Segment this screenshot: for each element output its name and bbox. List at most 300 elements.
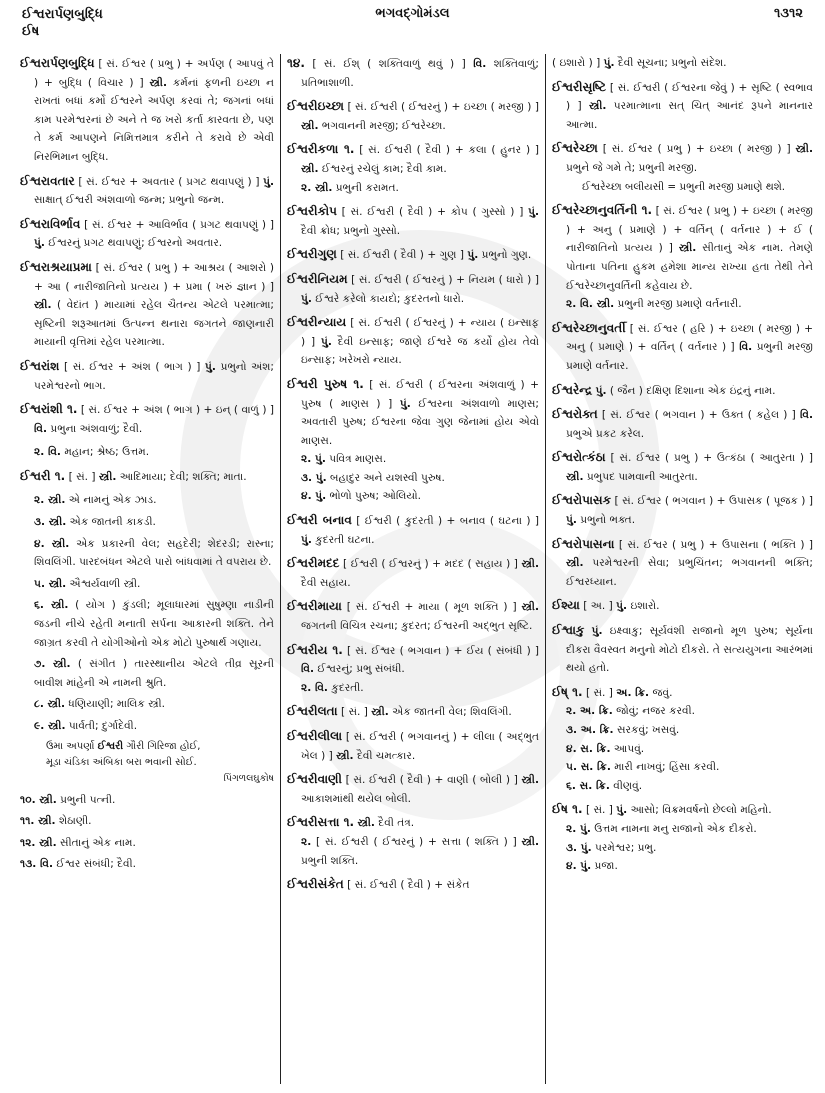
part-of-speech: સ્ત્રી. [311, 181, 333, 194]
headword: ઈશ્વરી બનાવ [287, 513, 352, 528]
part-of-speech: પું. [263, 175, 274, 188]
etymology: [ ઈશ્વરી ( કુદરતી ) + બનાવ ( ઘટના ) ] [351, 515, 539, 528]
sense-number: ૫. [34, 577, 45, 590]
headword: ઈશ્વરીસત્તા [287, 815, 340, 830]
part-of-speech: વિ. [473, 58, 487, 70]
etymology: [ સં. ઈશ્વરી ( ઈશ્વરનું ) + ન્યાય ( ઇન્સાફ ) ] [301, 317, 539, 348]
dictionary-entry [287, 641, 539, 679]
part-of-speech: પું. [312, 471, 327, 484]
part-of-speech: પું. [616, 804, 628, 817]
etymology: [ સં. ઈશ્વરી ( ઈશ્વરનું ) + ઇચ્છા ( મરજી ) ] [343, 101, 539, 114]
headword: ઈશ્વરીકળા [287, 142, 339, 157]
dictionary-entry [287, 554, 539, 592]
definition: ઉત્તમ નામના મનુ રાજાનો એક દીકરો. [590, 822, 757, 835]
part-of-speech: પું. [576, 860, 592, 873]
part-of-speech: પું. [576, 822, 591, 835]
dictionary-entry [552, 381, 813, 401]
part-of-speech: પું. [577, 841, 592, 854]
sense [20, 855, 274, 874]
definition: પ્રભુની મરજી પ્રમાણે વર્તનારી. [614, 298, 742, 311]
etymology: [ સં. ] [65, 470, 99, 483]
dictionary-entry [552, 448, 813, 486]
dictionary-entry [287, 770, 539, 808]
definition: પરમાત્માના સત્ ચિત્ આનંદ રૂપને માનનાર આત્મા. [566, 100, 813, 131]
sense-number: ૩. [34, 516, 46, 529]
definition: પાર્વતી; દુર્ગાદેવી. [65, 720, 138, 732]
part-of-speech: પું. [301, 533, 312, 546]
column-2 [280, 54, 546, 1084]
definition: ( વેદાંત ) માયામાં રહેલ ચૈતન્ય એટલે પરમાત્મા; સૃષ્ટિની શરૂઆતમાં ઉત્પન્ન થનારા જગતને જાણનારી માયાની વૃત્તિમાં રહેલ પરમાત્મા. [34, 299, 274, 349]
part-of-speech: પું. [467, 249, 479, 262]
etymology: [ સં. ઈશ્વરી + માયા ( મૂળ શક્તિ ) ] [341, 601, 522, 614]
definition: કર્મનાં ફળની ઇચ્છા ન રાખતાં બધાં કર્મો ઈશ્વરને અર્પણ કરવાં તે; જગનાં બધાં કામ પરમેશ્વરનાં છે અને તે જ ખરો કર્તા કારવતા છે, પણ તે કર્મ આપણને નિમિત્તમાત્ર કરીને તે કરાવે છે એવી નિરભિમાન બુદ્ધિ. [34, 76, 274, 163]
sense [552, 702, 813, 721]
definition: ઇશારો. [627, 600, 660, 613]
sense [552, 740, 813, 759]
dictionary-columns [18, 54, 813, 1084]
headword: ઈશ્વરીલીલા [287, 729, 343, 743]
definition: મારી નાખવું; હિંસા કરવી. [610, 761, 720, 774]
part-of-speech: સ્ત્રી. [34, 815, 56, 828]
part-of-speech: વિ. [44, 446, 61, 459]
definition: મહાન; શ્રેષ્ઠ; ઉત્તમ. [60, 446, 150, 459]
headword: ઈશ્વાકુ [552, 623, 585, 638]
headword: ઈષ [552, 802, 568, 817]
sense [20, 535, 274, 572]
part-of-speech: સ્ત્રી. [521, 558, 539, 571]
definition: ઇક્ષ્વાકુ; સૂર્યવંશી રાજાનો મૂળ પુરુષ; સૂર્યના દીકરા વૈવસ્વત મનુનો મોટો દીકરો. તે સત્યયુગના આરંભમાં થયો હતો. [566, 625, 813, 675]
sense-number: ૭. [34, 658, 46, 671]
definition: દૈવી ચમત્કાર. [353, 749, 416, 762]
part-of-speech: પું. [595, 384, 607, 397]
definition: શેઠાણી. [55, 815, 92, 828]
etymology: [ સં. ઈશ્વર ( પ્રભુ ) + આશ્રય ( આશરો ) + આ ( નારીજાતિનો પ્રત્યય ) + પ્રમા ( ખરું જ્ઞાન ) ] [34, 261, 274, 293]
etymology: [ સં. ઈશ્વરી ( દૈવી ) + વાણી ( બોલી ) ] [341, 774, 522, 787]
headword: ઈશ્વરીસંકેત [287, 877, 344, 892]
etymology: [ સં. ઈશ્વર ( પ્રભુ ) + ઇચ્છા ( મરજી ) ] [597, 143, 796, 156]
part-of-speech: સ્ત્રી. [35, 793, 57, 806]
definition: આસો; વિક્રમવર્ષનો છેલ્લો મહિનો. [627, 804, 772, 817]
verse-text: ગૌરી ગિરિજા હોઈ, [123, 740, 201, 752]
headword: ઈશ્યા [552, 598, 580, 613]
part-of-speech: સ્ત્રી. [45, 516, 67, 529]
part-of-speech: સ્ત્રી. [357, 817, 375, 830]
etymology: [ સં. ઈશ્વર ( પ્રભુ ) + ઇચ્છા ( મરજી ) + અનુ ( પ્રમાણે ) + વર્તિન્ ( વર્તનાર ) + ઈ ( નારીજાતિનો પ્રત્યય ) ] [566, 205, 813, 255]
definition: આદિમાયા; દેવી; શક્તિ; માતા. [116, 470, 247, 483]
sense-number: ૪. [301, 490, 312, 503]
quote-source: પિંગળલઘુકોષ [223, 772, 274, 784]
definition: દૈવી ક્રોધ; પ્રભુનો ગુસ્સો. [301, 224, 401, 237]
definition: એ નામનું એક ઝાડ. [65, 494, 157, 507]
definition: ઐશ્વર્યવાળી સ્ત્રી. [66, 577, 141, 590]
sense [20, 575, 274, 594]
headword: ઈશ્વરીમદદ [287, 556, 340, 571]
definition: જોવું; નજર કરવી. [612, 705, 696, 718]
part-of-speech: સ્ત્રી. [44, 494, 66, 507]
part-of-speech: વિ. [311, 681, 328, 694]
part-of-speech: સ્ત્રી. [98, 470, 117, 483]
sense [552, 857, 813, 876]
dictionary-entry [287, 702, 539, 722]
sense-number: ૨. [301, 835, 312, 848]
dictionary-entry [287, 375, 539, 450]
headword: ઈશ્વરીલતા [287, 704, 338, 719]
part-of-speech: પું. [34, 237, 45, 250]
sense [20, 491, 274, 510]
sense-number: ૨. [34, 494, 45, 507]
part-of-speech: સ. ક્રિ. [576, 742, 611, 755]
sense-number: ૧. [62, 402, 78, 417]
definition: પ્રભુનો અંશ; પરમેશ્વરનો ભાગ. [34, 360, 274, 392]
etymology: ( ઇશારો ) ] [552, 57, 604, 69]
headword: ઈશ્વરી [20, 468, 51, 483]
definition: સીતાનું એક નામ. [56, 836, 136, 849]
sense-number: ૩. [301, 471, 313, 484]
definition: પ્રભુએ પ્રકટ કરેલ. [566, 427, 645, 440]
sense [20, 596, 274, 652]
sense-number: ૧૨. [20, 836, 36, 849]
part-of-speech: સ્ત્રી. [678, 242, 697, 255]
headword: ઈશ્વરાંશ [20, 358, 60, 373]
definition: પવિત્ર માણસ. [325, 453, 387, 466]
headword: ઈશ્વરેચ્છાનુવર્તિની [552, 203, 638, 218]
headword: ઈશ્વરોપાસક [552, 493, 612, 508]
headword: ઈશ્વરી પુરુષ [287, 376, 348, 391]
headword: ઈશ્વરેચ્છા [552, 141, 598, 156]
definition: દૈવી સહાય. [301, 576, 351, 589]
sense [552, 839, 813, 858]
headword: ઈશ્વરીગુણ [287, 247, 337, 262]
etymology: [ સં. ઈશ્વર + અંશ ( ભાગ ) + ઇન્ ( વાળું ) ] [77, 404, 274, 417]
definition: ધણિયાણી; માલિક સ્ત્રી. [65, 698, 166, 711]
etymology: [ સં. ઈશ્વરી ( ભગવાનનું ) + લીલા ( અદ્ભુત ખેલ ) ] [301, 731, 539, 762]
part-of-speech: પું. [591, 625, 603, 638]
definition: પ્રભુપદ પામવાની આતુરતા. [583, 470, 698, 483]
part-of-speech: સ્ત્રી. [521, 774, 539, 787]
part-of-speech: વિ. [34, 422, 48, 435]
dictionary-entry [552, 491, 813, 529]
etymology: [ સં. ] [582, 686, 617, 699]
dictionary-entry [552, 405, 813, 443]
sense-number: ૧૪. [287, 56, 305, 70]
sense [20, 655, 274, 692]
sense [20, 443, 274, 462]
verse-highlight: ઈશ્વરી [97, 740, 124, 752]
headword: ઈશ્વરોક્ત [552, 407, 598, 422]
etymology: [ સં. ઈશ્વર + અંશ ( ભાગ ) ] [59, 360, 206, 373]
headword: ઈશ્વરાર્પણબુદ્ધિ [20, 56, 95, 70]
definition: ઈશ્વરનું રચેલું કામ; દૈવી કામ. [318, 162, 447, 175]
definition: ( સંગીત ) તારસ્થાનીય એટલે તીવ્ર સૂરની બાવીશ માંહેની એ નામની શ્રુતિ. [34, 658, 274, 689]
sense-number: ૧૧. [20, 815, 35, 828]
dictionary-entry [20, 357, 274, 395]
book-title: ભગવદ્ગોમંડલ [375, 6, 450, 21]
definition: આપવું. [610, 742, 645, 755]
headword: ઈશ્વરીઇચ્છા [287, 99, 344, 114]
sense-number: ૬. [34, 599, 44, 612]
headword: ઈશ્વરીવાણી [287, 772, 342, 787]
definition: દૈવી ઇન્સાફ; જાણે ઈશ્વરે જ કર્યો હોય તેવો ઇન્સાફ; ખરેખરો ન્યાય. [301, 335, 539, 367]
page-number: ૧૩૧૨ [773, 6, 803, 21]
sense-number: ૨. [301, 453, 312, 466]
etymology: [ સં. ઈશ્વરી ( ઈશ્વરનું ) + સત્તા ( શક્તિ ) ] [311, 835, 522, 848]
part-of-speech: અ. ક્રિ. [616, 686, 650, 699]
etymology: [ સં. ઈશ્ ( શક્તિવાળું થવું ) ] [304, 58, 474, 70]
sense-number: ૫. [566, 761, 577, 774]
part-of-speech: વિ. [301, 663, 315, 676]
etymology: [ સં. ] [337, 706, 372, 719]
definition: પ્રભુની કરામત. [332, 181, 399, 194]
sense-number: ૨. [301, 181, 312, 194]
etymology: [ સં. ઈશ્વર + આવિર્ભાવ ( પ્રગટ થવાપણું ) ] [80, 218, 274, 231]
dictionary-entry [287, 270, 539, 308]
sense-number: ૪. [566, 860, 577, 873]
sense [287, 833, 539, 870]
sense [20, 513, 274, 532]
definition: પ્રજા. [591, 860, 618, 873]
dictionary-entry [287, 140, 539, 178]
guide-word-first: ઈશ્વરાર્પણબુદ્ધિ [22, 7, 103, 22]
etymology: [ સં. ઈશ્વર ( પ્રભુ ) + અર્પણ ( આપવું તે ) + બુદ્ધિ ( વિચાર ) ] [34, 58, 274, 89]
sense-number: ૨. [566, 705, 577, 718]
verse-line [46, 739, 274, 755]
etymology: [ સં. ] [582, 804, 617, 817]
definition: પ્રભુની પત્ની. [56, 793, 116, 806]
headword: ઈશ્વરોત્કંઠા [552, 450, 606, 465]
sense-number: ૧. [567, 802, 583, 817]
sense-number: ૧. [327, 642, 343, 657]
sense-number: ૬. [566, 779, 576, 792]
sense [20, 791, 274, 810]
definition: ઈશ્વરનું; પ્રભુ સંબંધી. [314, 663, 405, 676]
etymology: [ સં. ઈશ્વર + અવતાર ( પ્રગટ થવાપણું ) ] [74, 175, 264, 188]
dictionary-entry [552, 139, 813, 177]
etymology: [ સં. ઈશ્વર ( ભગવાન ) + ઉપાસક ( પૂજક ) ] [611, 495, 813, 508]
part-of-speech: સ્ત્રી. [588, 100, 607, 113]
verse-quotation [20, 739, 274, 771]
part-of-speech: સ્ત્રી. [371, 706, 389, 719]
part-of-speech: પું. [205, 360, 216, 373]
definition: કુદરતી ઘટના. [311, 533, 375, 546]
definition: એક જાતની કાકડી. [66, 516, 156, 529]
headword: ઈષ્ [552, 684, 568, 699]
etymology: [ ઈશ્વરી ( ઈશ્વરનું ) + મદદ ( સહાય ) ] [339, 558, 522, 571]
sense-number: ૧. [338, 142, 355, 157]
dictionary-entry [287, 202, 539, 240]
part-of-speech: વિ. સ્ત્રી. [576, 298, 615, 311]
definition: પ્રભુની મરજી પ્રમાણે વર્તનાર. [566, 341, 813, 372]
etymology: [ સં. ઈશ્વર ( ભગવાન ) + ઈય ( સંબંધી ) ] [342, 644, 540, 657]
part-of-speech: સ. ક્રિ. [577, 761, 611, 774]
etymology: [ સં. ઈશ્વરી ( ઈશ્વરના જેવું ) + સૃષ્ટિ ( સ્વભાવ ) ] [566, 81, 813, 113]
etymology: [ સં. ઈશ્વરી ( ઈશ્વરનું ) + નિયમ ( ધારો ) ] [347, 273, 539, 286]
part-of-speech: સ્ત્રી. [35, 836, 57, 849]
sense-number: ૧૦. [20, 793, 36, 806]
headword: ઈશ્વરેચ્છાનુવર્તી [552, 320, 626, 335]
part-of-speech: સ્ત્રી. [44, 537, 70, 550]
definition: સીતાનું એક નામ. તેમણે પોતાના પતિના હુકમ હમેશા માન્ય રાખ્યા હતા તેથી તેને ઈશ્વરેચ્છાનુવર્તિની કહેવાય છે. [566, 242, 813, 292]
dictionary-entry [287, 313, 539, 370]
part-of-speech: અ. ક્રિ. [576, 705, 613, 718]
definition: કુદરતી. [327, 681, 364, 694]
definition: શક્તિવાળું; પ્રતિભાશાળી. [301, 58, 540, 89]
sense-number: ૨. [566, 822, 577, 835]
definition: ભોળો પુરુષ; ઓલિયો. [326, 490, 422, 503]
definition: પરમેશ્વરની સેવા; પ્રભુચિંતન; ભગવાનની ભક્તિ; ઈશ્વરધ્યાન. [566, 557, 813, 588]
dictionary-entry [552, 535, 813, 592]
sense [552, 295, 813, 314]
dictionary-entry [20, 215, 274, 253]
sense-number: ૩. [566, 724, 578, 736]
part-of-speech: સ્ત્રી. [301, 162, 319, 175]
sense [552, 820, 813, 839]
definition: ઈશ્વર સંબંધી; દૈવી. [53, 858, 137, 871]
headword: ઈશ્વરોપાસના [552, 536, 615, 551]
headword: ઈશ્વરેન્દ્ર [552, 382, 593, 397]
sense-number: ૨. [34, 446, 45, 459]
etymology: [ સં. ઈશ્વરી ( ઈશ્વરના અંશવાળું ) + પુરુષ ( માણસ ) ] [301, 378, 539, 410]
page-header [22, 6, 803, 42]
dictionary-entry [20, 258, 274, 352]
headword: ઈશ્વરાંશી [20, 402, 63, 417]
dictionary-entry [20, 54, 274, 167]
definition: સાક્ષાત્ ઈશ્વરી અંશવાળો જન્મ; પ્રભુનો જન્મ. [34, 194, 225, 207]
definition: પ્રભુનો ગુણ. [478, 249, 532, 262]
sense-number: ૧. [50, 468, 66, 483]
part-of-speech: સ્ત્રી. [566, 470, 584, 483]
etymology: [ સં. ઈશ્વર ( પ્રભુ ) + ઉત્કંઠા ( આતુરતા ) ] [605, 452, 813, 465]
part-of-speech: પું. [311, 453, 326, 466]
part-of-speech: સ્ત્રી. [44, 720, 66, 732]
headword: ઈશ્વરાવિર્ભાવ [20, 216, 81, 231]
part-of-speech: સ્ત્રી. [336, 749, 354, 762]
sense [552, 758, 813, 777]
dictionary-entry [552, 78, 813, 135]
dictionary-entry [287, 97, 539, 135]
dictionary-entry [552, 319, 813, 376]
part-of-speech: અ. ક્રિ. [577, 724, 614, 736]
guide-word-last: ઈષ [22, 24, 40, 39]
etymology: [ સં. ઈશ્વર ( ભગવાન ) + ઉક્ત ( કહેલ ) ] [597, 409, 800, 422]
part-of-speech: સ્ત્રી. [43, 599, 69, 612]
etymology: [ સં. ઈશ્વર ( હરિ ) + ઇચ્છા ( મરજી ) + અનુ ( પ્રમાણે ) + વર્તિન્ ( વર્તનાર ) ] [566, 322, 813, 354]
dictionary-entry [20, 467, 274, 487]
part-of-speech: વિ. [799, 409, 813, 422]
etymology: [ અ. ] [579, 600, 617, 613]
part-of-speech: વિ. [739, 341, 753, 354]
definition: આકાશમાંથી થયેલ બોલી. [301, 792, 412, 805]
sense-number: ૩. [566, 841, 578, 854]
sense [20, 717, 274, 736]
part-of-speech: સ્ત્રી. [43, 698, 66, 711]
etymology: [ સં. ઈશ્વરી ( દૈવી ) + સંકેત [343, 879, 470, 892]
headword: ઈશ્વરીસૃષ્ટિ [552, 79, 607, 94]
verse-text: ઉમા અપર્ણા [46, 740, 98, 752]
part-of-speech: સ્ત્રી. [34, 299, 52, 312]
definition: સરકવું; ખસવું. [613, 724, 680, 736]
part-of-speech: પું. [603, 57, 615, 69]
sense-number: ૧. [347, 376, 364, 391]
headword: ઈશ્વરીય [287, 642, 328, 657]
dictionary-entry-continued [552, 54, 813, 73]
dictionary-entry [287, 597, 539, 635]
sense-number: ૧. [637, 203, 653, 218]
verse-line: મૂડા ચંડિકા અંબિકા બરા ભવાની સોઈ. [46, 756, 197, 768]
part-of-speech: સ્ત્રી. [301, 119, 319, 132]
sense [552, 721, 813, 740]
dictionary-entry-continued [287, 54, 539, 92]
sense [287, 179, 539, 198]
sense [20, 834, 274, 853]
definition: ( યોગ ) કુંડલી; મૂલાધારમાં સુષુમ્ણા નાડીની જડની નીચે રહેતી મનાતી સર્પના આકારની શક્તિ. તેને જાગ્રત કરવી તે યોગીઓનો એક મોટો પુરુષાર્થ ગણાય. [34, 599, 274, 649]
dictionary-entry [20, 172, 274, 210]
sense [287, 679, 539, 698]
headword: ઈશ્વરીન્યાય [287, 315, 347, 330]
definition: જવું. [649, 686, 673, 699]
sense-number: ૪. [34, 537, 45, 550]
definition: પ્રભુનો ભક્ત. [576, 514, 636, 527]
definition: પ્રભુના અંશવાળું; દૈવી. [47, 422, 143, 435]
dictionary-entry [20, 400, 274, 438]
definition: દૈવી સૂચના; પ્રભુનો સંદેશ. [614, 57, 727, 69]
part-of-speech: સ્ત્રી. [566, 557, 584, 570]
dictionary-entry [552, 201, 813, 295]
part-of-speech: પું. [311, 490, 327, 503]
dictionary-entry [287, 875, 539, 895]
dictionary-entry [552, 621, 813, 678]
headword: ઈશ્વરાવતાર [20, 173, 75, 188]
part-of-speech: પું. [321, 335, 332, 348]
headword: ઈશ્વરીમાયા [287, 599, 342, 614]
sense-number: ૧૩. [20, 858, 37, 871]
sense-number: ૪. [566, 742, 577, 755]
definition: બહાદુર અને યશસ્વી પુરુષ. [326, 471, 445, 484]
definition: વીણવું. [609, 779, 643, 792]
sense [552, 777, 813, 796]
etymology: [ સં. ઈશ્વરી ( દૈવી ) + ગુણ ] [336, 249, 468, 262]
dictionary-entry [552, 596, 813, 616]
sense [20, 695, 274, 714]
dictionary-entry [552, 683, 813, 703]
definition: ભગવાનની મરજી; ઈશ્વરેચ્છા. [318, 119, 446, 132]
part-of-speech: પું. [399, 397, 411, 410]
part-of-speech: સ્ત્રી. [149, 76, 167, 89]
etymology: [ સં. ઈશ્વરી ( દૈવી ) + કોપ ( ગુસ્સો ) ] [336, 206, 529, 219]
sense [287, 487, 539, 506]
dictionary-entry [287, 813, 539, 833]
headword: ઈશ્વરીકોપ [287, 204, 337, 219]
definition: દૈવી તંત્ર. [374, 817, 415, 830]
etymology: [ સં. ઈશ્વર ( પ્રભુ ) + ઉપાસના ( ભક્તિ ) ] [614, 538, 813, 551]
proverb: ઈશ્વરેચ્છા બલીયસી = પ્રભુની મરજી પ્રમાણે થશે. [582, 180, 786, 193]
part-of-speech: સ્ત્રી. [521, 835, 539, 848]
column-3 [546, 54, 813, 1084]
definition: પ્રભુને જે ગમે તે; પ્રભુની મરજી. [566, 161, 698, 174]
sense-number: ૮. [34, 698, 44, 711]
etymology: [ સં. ઈશ્વરી ( દૈવી ) + કલા ( હુનર ) ] [354, 144, 539, 157]
headword: ઈશ્વરાશ્રયાપ્રમા [20, 259, 92, 274]
part-of-speech: સ્ત્રી. [521, 601, 539, 614]
part-of-speech: પું. [616, 600, 628, 613]
sense-number: ૧. [339, 815, 355, 830]
sense-number: ૧. [567, 684, 583, 699]
sense [287, 469, 539, 488]
column-1 [18, 54, 280, 1084]
definition: પ્રભુની શક્તિ. [301, 854, 359, 867]
part-of-speech: સ્ત્રી. [795, 143, 813, 156]
part-of-speech: પું. [528, 206, 539, 219]
part-of-speech: વિ. [36, 858, 53, 871]
